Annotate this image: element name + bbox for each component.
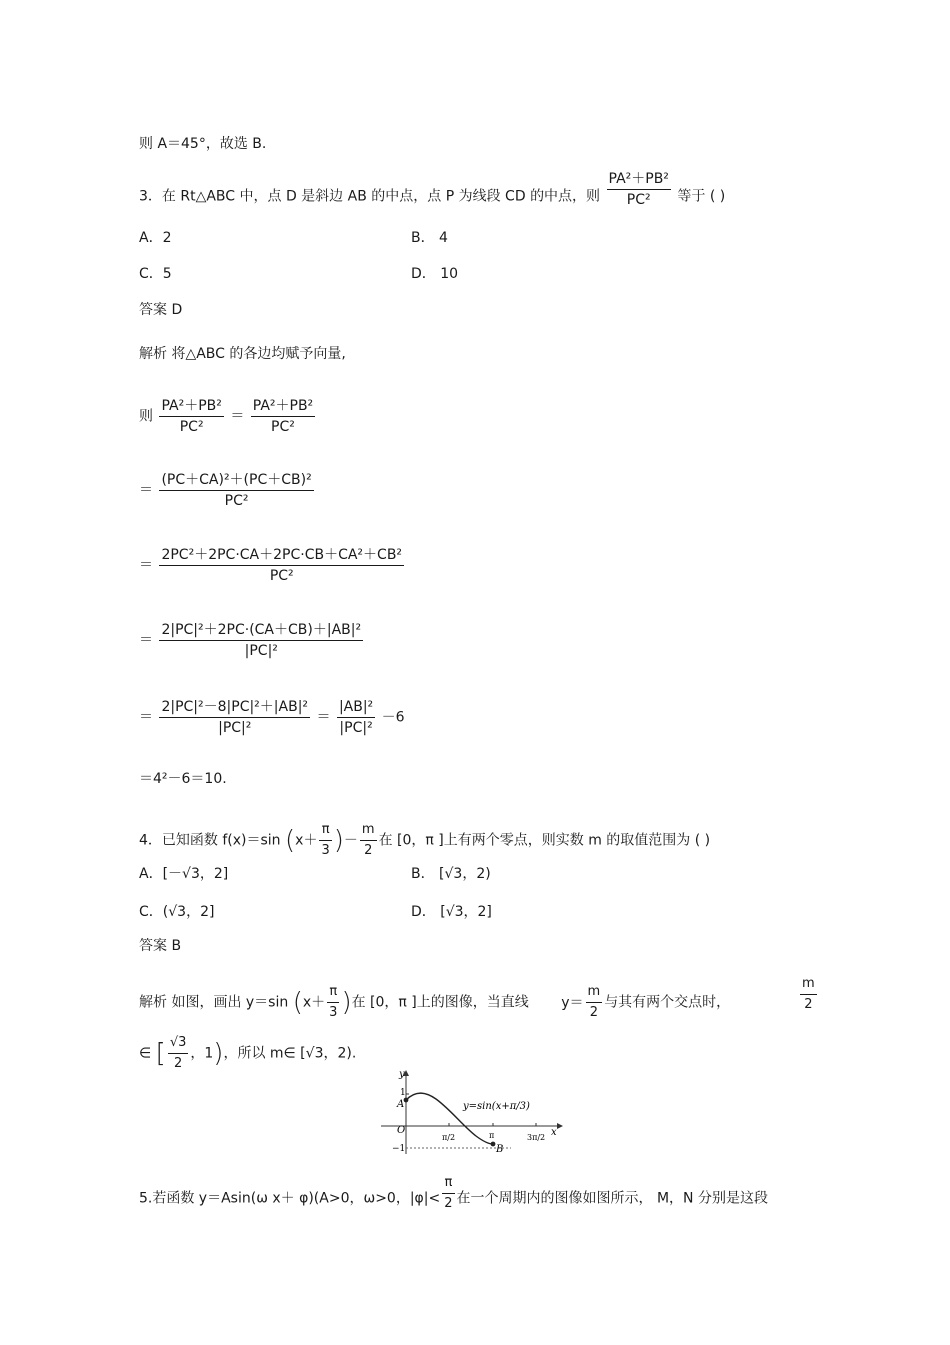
q3-step-2 — [139, 470, 316, 511]
q4-analysis-tail: 与其有两个交点时， — [604, 994, 731, 1011]
step4-denominator: |PC|² — [244, 643, 278, 659]
q3-analysis: 解析 将△ABC 的各边均赋予向量, — [139, 346, 346, 362]
text-line-conclusion: 则 A＝45°，故选 B. — [139, 136, 267, 152]
q4-pi-over-3 — [319, 820, 331, 861]
q3-step-3 — [139, 545, 406, 586]
q4-option-c: C．(√3，2] — [139, 904, 215, 920]
analysis-pi-over-3 — [327, 982, 339, 1023]
q3-fraction-numerator: PA²＋PB² — [607, 169, 671, 190]
sqrt3: √3 — [168, 1033, 189, 1054]
pi-half-label: π/2 — [442, 1133, 456, 1142]
pi-label: π — [489, 1131, 495, 1140]
q4-analysis-line-2 — [139, 1033, 356, 1074]
analysis-pi: π — [327, 982, 339, 1003]
step3-fraction — [159, 545, 404, 586]
q4-element-of: ∈ — [139, 1045, 152, 1062]
right-m: m — [800, 974, 817, 995]
q3-fraction — [607, 169, 671, 210]
q3-step-1 — [139, 396, 317, 437]
q4-answer: 答案 B — [139, 938, 182, 954]
q3-option-c: C．5 — [139, 266, 172, 282]
x-axis-label: x — [551, 1127, 557, 1138]
q3-option-b: B． 4 — [411, 230, 448, 246]
q4-right-fraction — [798, 974, 819, 1015]
step2-equals: ＝ — [139, 482, 153, 499]
origin-label: O — [397, 1125, 406, 1136]
q5-pi: π — [442, 1173, 454, 1194]
q4-conclusion: ，所以 m∈ [√3，2). — [223, 1045, 357, 1062]
analysis-two: 2 — [589, 1005, 598, 1020]
q4-option-b: B． [√3，2) — [411, 866, 491, 882]
step2-fraction — [159, 470, 313, 511]
point-a-label: A — [397, 1099, 405, 1110]
q3-option-d: D． 10 — [411, 266, 459, 282]
sqrt3-two: 2 — [173, 1056, 183, 1071]
step1-prefix: 则 — [139, 408, 153, 425]
step1-denominator: PC² — [179, 419, 204, 435]
step3-denominator: PC² — [269, 568, 294, 584]
q5-stem-text: 5.若函数 y＝Asin(ω x＋ φ)(A>0，ω>0，|φ|< — [139, 1190, 441, 1207]
step2-numerator: (PC＋CA)²＋(PC＋CB)² — [159, 470, 313, 491]
step1-vector-fraction — [251, 396, 315, 437]
q4-m: m — [360, 820, 377, 841]
question-3-stem — [139, 171, 726, 210]
step5-right-numerator: |AB|² — [337, 697, 375, 718]
q3-step-4 — [139, 620, 365, 661]
q4-m-over-2 — [360, 820, 377, 861]
q4-right-paren: ) — [333, 825, 344, 856]
analysis-left-paren: ( — [292, 987, 303, 1018]
point-b-label: B — [496, 1144, 504, 1155]
analysis-m: m — [586, 982, 603, 1003]
sine-graph — [381, 1068, 571, 1158]
step5-equals: ＝ — [139, 709, 153, 726]
analysis-m-over-2 — [586, 982, 603, 1023]
interval-right-paren: ) — [213, 1038, 224, 1069]
sqrt3-over-2 — [168, 1033, 189, 1074]
analysis-x-plus: x＋ — [302, 994, 326, 1011]
q5-stem-tail: 在一个周期内的图像如图所示， M，N 分别是这段 — [456, 1190, 768, 1207]
q4-analysis-y-eq: y＝ — [561, 994, 584, 1011]
right-two: 2 — [804, 997, 813, 1012]
point-a — [404, 1098, 409, 1103]
q3-stem-tail: 等于 ( ) — [677, 188, 726, 205]
q3-answer: 答案 D — [139, 302, 183, 318]
q5-pi-over-2 — [442, 1173, 454, 1214]
step4-equals: ＝ — [139, 632, 153, 649]
curve-label: y=sin(x+π/3) — [463, 1101, 530, 1112]
q4-option-d: D． [√3，2] — [411, 904, 492, 920]
step1-vector-denominator: PC² — [271, 419, 295, 435]
step3-equals: ＝ — [139, 557, 153, 574]
analysis-three: 3 — [329, 1005, 338, 1020]
q5-two: 2 — [444, 1196, 453, 1211]
q4-three: 3 — [321, 843, 330, 858]
step3-numerator: 2PC²＋2PC·CA＋2PC·CB＋CA²＋CB² — [159, 545, 404, 566]
x-axis-arrow-icon — [557, 1123, 563, 1129]
point-b — [491, 1142, 496, 1147]
step4-numerator: 2|PC|²＋2PC·(CA＋CB)＋|AB|² — [159, 620, 363, 641]
q4-analysis-mid: 在 [0，π ]上的图像，当直线 — [351, 994, 529, 1011]
interval-one: ，1 — [190, 1045, 214, 1062]
step5-right-fraction — [337, 697, 375, 738]
step4-fraction — [159, 620, 363, 661]
q4-analysis-text: 解析 如图，画出 y＝sin — [139, 994, 289, 1011]
question-4-stem — [139, 820, 710, 861]
q3-fraction-denominator: PC² — [626, 192, 651, 208]
interval-left-bracket: [ — [155, 1038, 166, 1069]
y-one-label: 1 — [400, 1088, 406, 1098]
step5-tail: －6 — [381, 709, 405, 726]
q3-stem-text: 3．在 Rt△ABC 中，点 D 是斜边 AB 的中点，点 P 为线段 CD 的中点，则 — [139, 188, 601, 205]
q4-stem-tail: 在 [0，π ]上有两个零点，则实数 m 的取值范围为 ( ) — [378, 832, 711, 849]
step1-vector-numerator: PA²＋PB² — [251, 396, 315, 417]
q4-pi: π — [319, 820, 331, 841]
q4-analysis-line-1 — [139, 982, 730, 1023]
q4-two: 2 — [364, 843, 373, 858]
question-5-stem — [139, 1175, 768, 1214]
analysis-right-paren: ) — [341, 987, 352, 1018]
step1-fraction — [159, 396, 223, 437]
step5-right-denominator: |PC|² — [339, 720, 373, 736]
step2-denominator: PC² — [224, 493, 249, 509]
q4-stem-text: 4．已知函数 f(x)＝sin — [139, 832, 281, 849]
q3-option-a: A．2 — [139, 230, 172, 246]
three-pi-half-label: 3π/2 — [527, 1133, 546, 1142]
q4-minus: － — [343, 832, 358, 849]
q4-left-paren: ( — [285, 825, 296, 856]
q3-step-5 — [139, 697, 405, 738]
y-axis-label: y — [399, 1069, 405, 1080]
step5-fraction — [159, 697, 310, 738]
q4-x-plus: x＋ — [295, 832, 318, 849]
q4-option-a: A．[－√3，2] — [139, 866, 229, 882]
step5-numerator: 2|PC|²－8|PC|²＋|AB|² — [159, 697, 310, 718]
step1-numerator: PA²＋PB² — [159, 396, 223, 417]
step1-equals: ＝ — [230, 408, 245, 425]
y-neg-one-label: −1 — [392, 1144, 406, 1154]
step5-denominator: |PC|² — [218, 720, 252, 736]
right-m-over-2 — [800, 974, 817, 1015]
step5-equals-2: ＝ — [316, 709, 331, 726]
q3-step-6: ＝4²－6＝10. — [139, 771, 227, 787]
